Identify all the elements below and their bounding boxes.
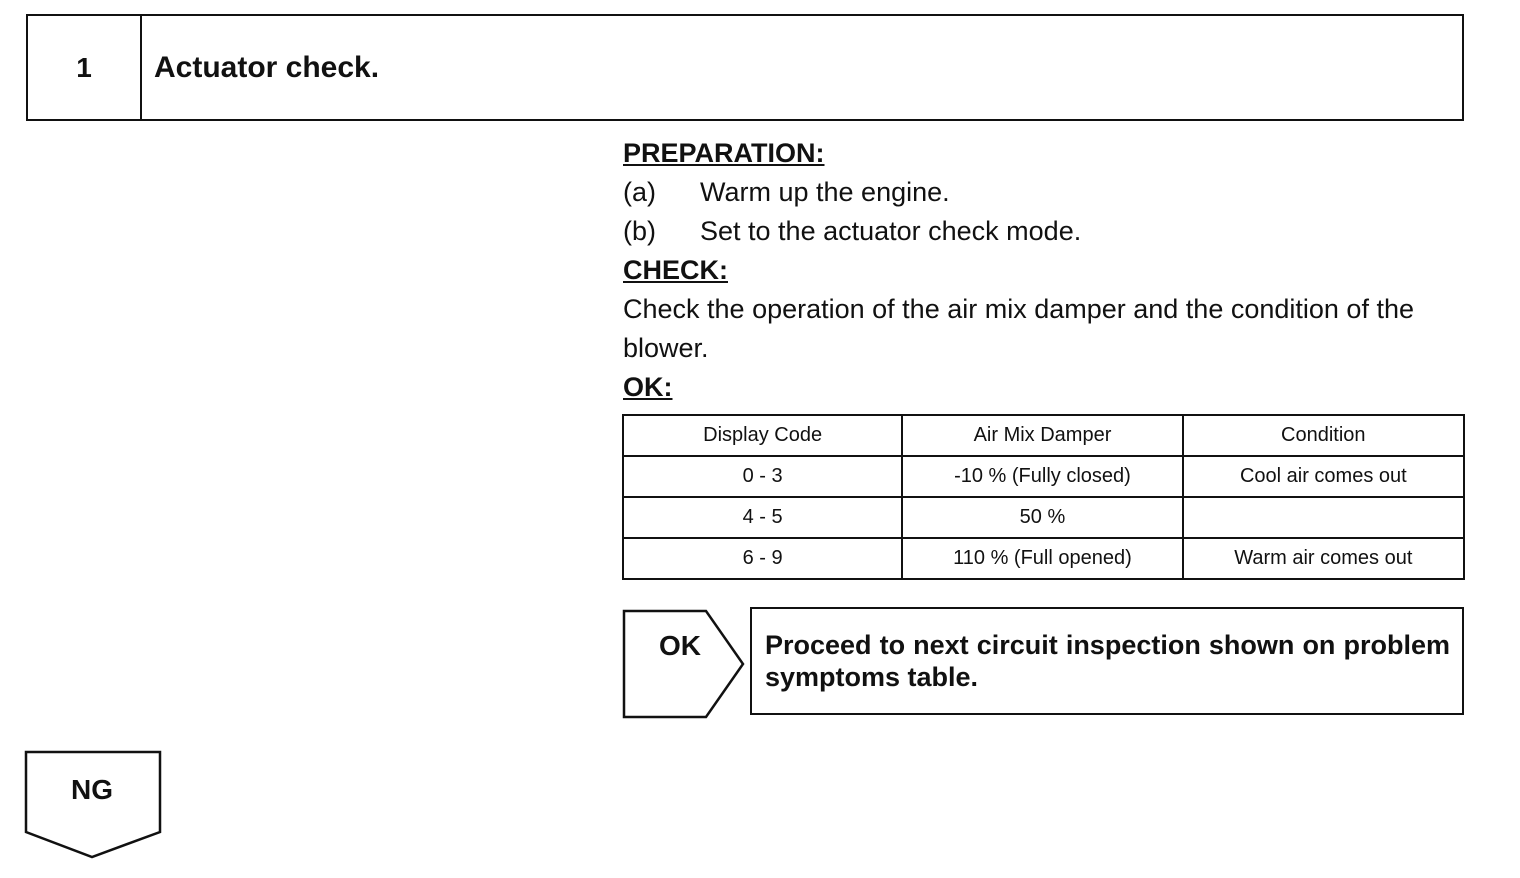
table-header-cell: Air Mix Damper bbox=[902, 415, 1182, 456]
step-header bbox=[26, 14, 1464, 121]
ok-label: OK bbox=[659, 630, 701, 661]
step-number: 1 bbox=[28, 16, 142, 119]
table-header-cell: Display Code bbox=[623, 415, 902, 456]
table-cell: -10 % (Fully closed) bbox=[902, 456, 1182, 497]
table-cell: 110 % (Full opened) bbox=[902, 538, 1182, 579]
table-row bbox=[623, 497, 1464, 538]
table-cell: 50 % bbox=[902, 497, 1182, 538]
ok-arrow-icon bbox=[622, 609, 747, 719]
step-title: Actuator check. bbox=[154, 50, 380, 84]
procedure-content bbox=[623, 134, 1468, 407]
table-row bbox=[623, 456, 1464, 497]
table-header-cell: Condition bbox=[1183, 415, 1464, 456]
ok-heading: OK: bbox=[623, 372, 673, 402]
ng-label: NG bbox=[71, 774, 113, 805]
preparation-item-key: (a) bbox=[623, 177, 656, 207]
table-row bbox=[623, 538, 1464, 579]
preparation-item-text: Set to the actuator check mode. bbox=[700, 216, 1082, 246]
check-heading: CHECK: bbox=[623, 255, 728, 285]
ok-result-box bbox=[750, 607, 1464, 715]
ok-table bbox=[622, 414, 1465, 580]
ok-result-text: Proceed to next circuit inspection shown on problem symptoms table. bbox=[765, 630, 1450, 692]
check-text: Check the operation of the air mix damper and the condition of the blower. bbox=[623, 294, 1414, 363]
table-header-row bbox=[623, 415, 1464, 456]
table-cell bbox=[1183, 497, 1464, 538]
preparation-heading: PREPARATION: bbox=[623, 138, 825, 168]
preparation-item bbox=[623, 212, 1468, 251]
table-cell: Warm air comes out bbox=[1183, 538, 1464, 579]
table-cell: 4 - 5 bbox=[623, 497, 902, 538]
table-cell: 0 - 3 bbox=[623, 456, 902, 497]
table-cell: Cool air comes out bbox=[1183, 456, 1464, 497]
table-cell: 6 - 9 bbox=[623, 538, 902, 579]
preparation-item-text: Warm up the engine. bbox=[700, 177, 950, 207]
preparation-item bbox=[623, 173, 1468, 212]
preparation-item-key: (b) bbox=[623, 216, 656, 246]
